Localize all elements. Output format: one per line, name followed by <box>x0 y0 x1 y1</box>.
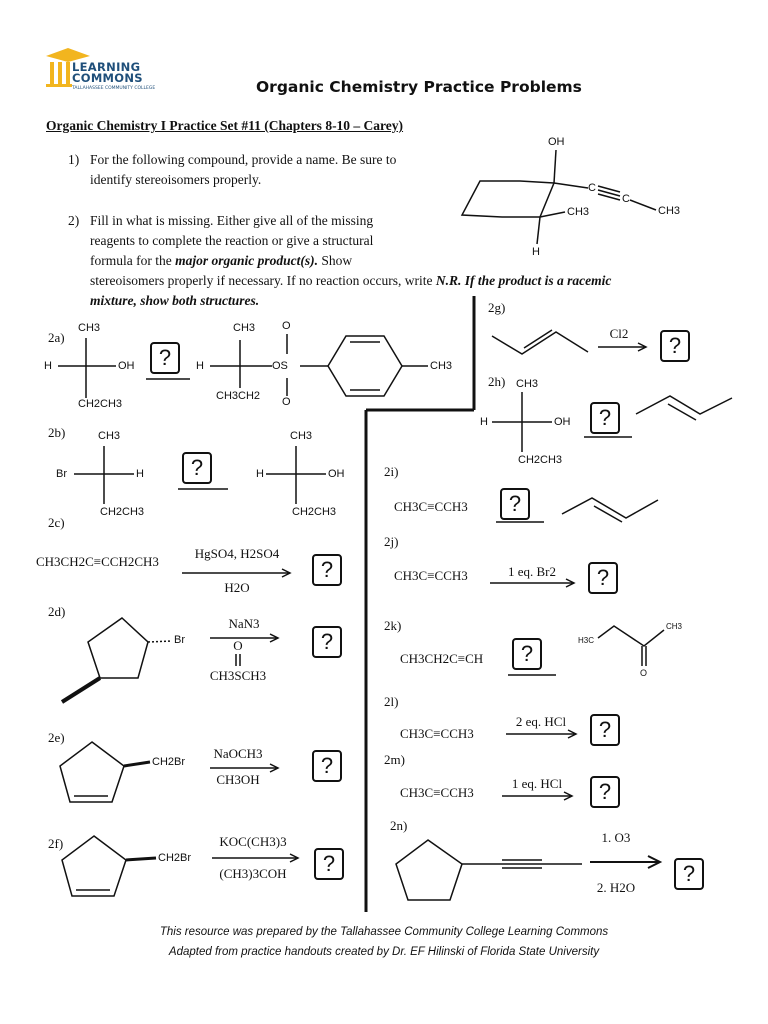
2a-h: H <box>44 360 52 372</box>
set-subtitle: Organic Chemistry I Practice Set #11 (Chapters 8-10 – Carey) <box>46 118 404 133</box>
2h-et: CH2CH3 <box>518 454 563 466</box>
2k-ch3: CH3 <box>666 622 683 631</box>
problem-2j-label: 2j) <box>384 534 399 549</box>
question-1-text: For the following compound, provide a name. Be sure to identify stereoisomers properly. <box>90 152 397 187</box>
page-title: Organic Chemistry Practice Problems <box>256 78 582 96</box>
problem-2l-arrow <box>506 730 576 738</box>
footer-line-2: Adapted from practice handouts created by Dr. EF Hilinski of Florida State University <box>168 946 600 958</box>
problem-2l-label: 2l) <box>384 694 399 709</box>
problem-2g-label: 2g) <box>488 300 506 315</box>
2h-question-box: ? <box>590 402 620 434</box>
2b-p-h: H <box>256 468 264 480</box>
problem-2j-arrow <box>490 579 574 587</box>
problem-2c-arrow <box>182 569 290 577</box>
2e-substituent: CH2Br <box>152 756 186 768</box>
c1-ch3-label-b: CH3 <box>567 206 590 218</box>
problem-2a-structures <box>58 334 428 398</box>
2d-reagent-o: O <box>233 638 243 653</box>
2m-reactant: CH3C≡CCH3 <box>400 785 474 800</box>
logo-text: LEARNING COMMONS <box>72 60 143 85</box>
2j-question-box: ? <box>588 562 618 594</box>
2g-reagent: Cl2 <box>609 326 629 341</box>
logo-subtext: TALLAHASSEE COMMUNITY COLLEGE <box>72 86 156 91</box>
2a-et: CH2CH3 <box>78 398 123 410</box>
problem-2k-label: 2k) <box>384 618 402 633</box>
2h-oh: OH <box>554 416 571 428</box>
2f-substituent: CH2Br <box>158 852 192 864</box>
2a-p-o1: O <box>282 320 291 332</box>
2k-reactant: CH3CH2C≡CH <box>400 651 484 666</box>
2m-question-box: ? <box>590 776 620 808</box>
2b-h: H <box>136 468 144 480</box>
2c-reactant: CH3CH2C≡CCH2CH3 <box>36 554 159 569</box>
2e-reagent-top: NaOCH3 <box>213 746 263 761</box>
2g-question-box: ? <box>660 330 690 362</box>
2i-question-box: ? <box>500 488 530 520</box>
c1-oh-label: OH <box>548 136 565 148</box>
2b-ch3: CH3 <box>98 430 121 442</box>
problem-2m-arrow <box>502 792 572 800</box>
2n-reagent-bottom: 2. H2O <box>596 880 636 895</box>
2c-reagent-top: HgSO4, H2SO4 <box>194 546 280 561</box>
2a-p-o2: O <box>282 396 291 408</box>
2h-h: H <box>480 416 488 428</box>
section-divider <box>366 296 474 912</box>
2b-et: CH2CH3 <box>100 506 145 518</box>
2f-question-box: ? <box>314 848 344 880</box>
2k-question-box: ? <box>512 638 542 670</box>
problem-2f-label: 2f) <box>48 836 64 851</box>
2a-p-ch3: CH3 <box>233 322 256 334</box>
problem-2a-label: 2a) <box>48 330 65 345</box>
2i-reactant: CH3C≡CCH3 <box>394 499 468 514</box>
2a-oh: OH <box>118 360 135 372</box>
2j-reactant: CH3C≡CCH3 <box>394 568 468 583</box>
question-1-number: 1) <box>68 152 80 167</box>
2l-reagent: 2 eq. HCl <box>515 714 567 729</box>
2k-o: O <box>640 668 648 678</box>
2h-ch3: CH3 <box>516 378 539 390</box>
2m-reagent: 1 eq. HCl <box>511 776 563 791</box>
2a-p-et: CH3CH2 <box>216 390 261 402</box>
problem-2h-label: 2h) <box>488 374 506 389</box>
problem-2i-label: 2i) <box>384 464 399 479</box>
2b-question-box: ? <box>182 452 212 484</box>
2l-question-box: ? <box>590 714 620 746</box>
2c-reagent-bottom: H2O <box>224 580 250 595</box>
2a-p-h: H <box>196 360 204 372</box>
2f-reagent-bottom: (CH3)3COH <box>219 866 287 881</box>
c1-c-label-2: C <box>622 193 630 205</box>
2d-reagent-bottom: CH3SCH3 <box>209 668 267 683</box>
2b-p-oh: OH <box>328 468 345 480</box>
2k-h3c: H3C <box>578 636 595 645</box>
2d-br: Br <box>174 634 185 646</box>
2n-reagent-top: 1. O3 <box>601 830 631 845</box>
footer-line-1: This resource was prepared by the Tallahassee Community College Learning Commons <box>159 926 609 938</box>
c1-c-label-1: C <box>588 182 596 194</box>
2b-p-ch3: CH3 <box>290 430 313 442</box>
problem-2d-label: 2d) <box>48 604 66 619</box>
problem-2e-label: 2e) <box>48 730 65 745</box>
2n-question-box: ? <box>674 858 704 890</box>
2a-p-tol: CH3 <box>430 360 453 372</box>
2c-question-box: ? <box>312 554 342 586</box>
2e-question-box: ? <box>312 750 342 782</box>
2a-question-box: ? <box>150 342 180 374</box>
question-2-text: Fill in what is missing. Either give all of the missing reagents to complete the reaction or give a structural formula for the major organic product(s). Show stereoisomers properly if necessary. If no reaction occurs, write N.R. If the product is a racemic mixture, show both structures. <box>90 213 612 308</box>
problem-2b-label: 2b) <box>48 425 66 440</box>
2a-ch3: CH3 <box>78 322 101 334</box>
2b-p-et: CH2CH3 <box>292 506 337 518</box>
2d-question-box: ? <box>312 626 342 658</box>
c1-ch3-label-a: CH3 <box>658 205 681 217</box>
2b-br: Br <box>56 468 67 480</box>
2a-p-os: OS <box>272 360 288 372</box>
2j-reagent: 1 eq. Br2 <box>507 564 557 579</box>
2l-reactant: CH3C≡CCH3 <box>400 726 474 741</box>
2e-reagent-bottom: CH3OH <box>216 772 260 787</box>
problem-2m-label: 2m) <box>384 752 405 767</box>
c1-h-label: H <box>532 246 540 258</box>
2f-reagent-top: KOC(CH3)3 <box>219 834 287 849</box>
problem-2c-label: 2c) <box>48 515 65 530</box>
2d-reagent-top: NaN3 <box>228 616 260 631</box>
problem-2n-label: 2n) <box>390 818 408 833</box>
question-2-number: 2) <box>68 213 80 228</box>
